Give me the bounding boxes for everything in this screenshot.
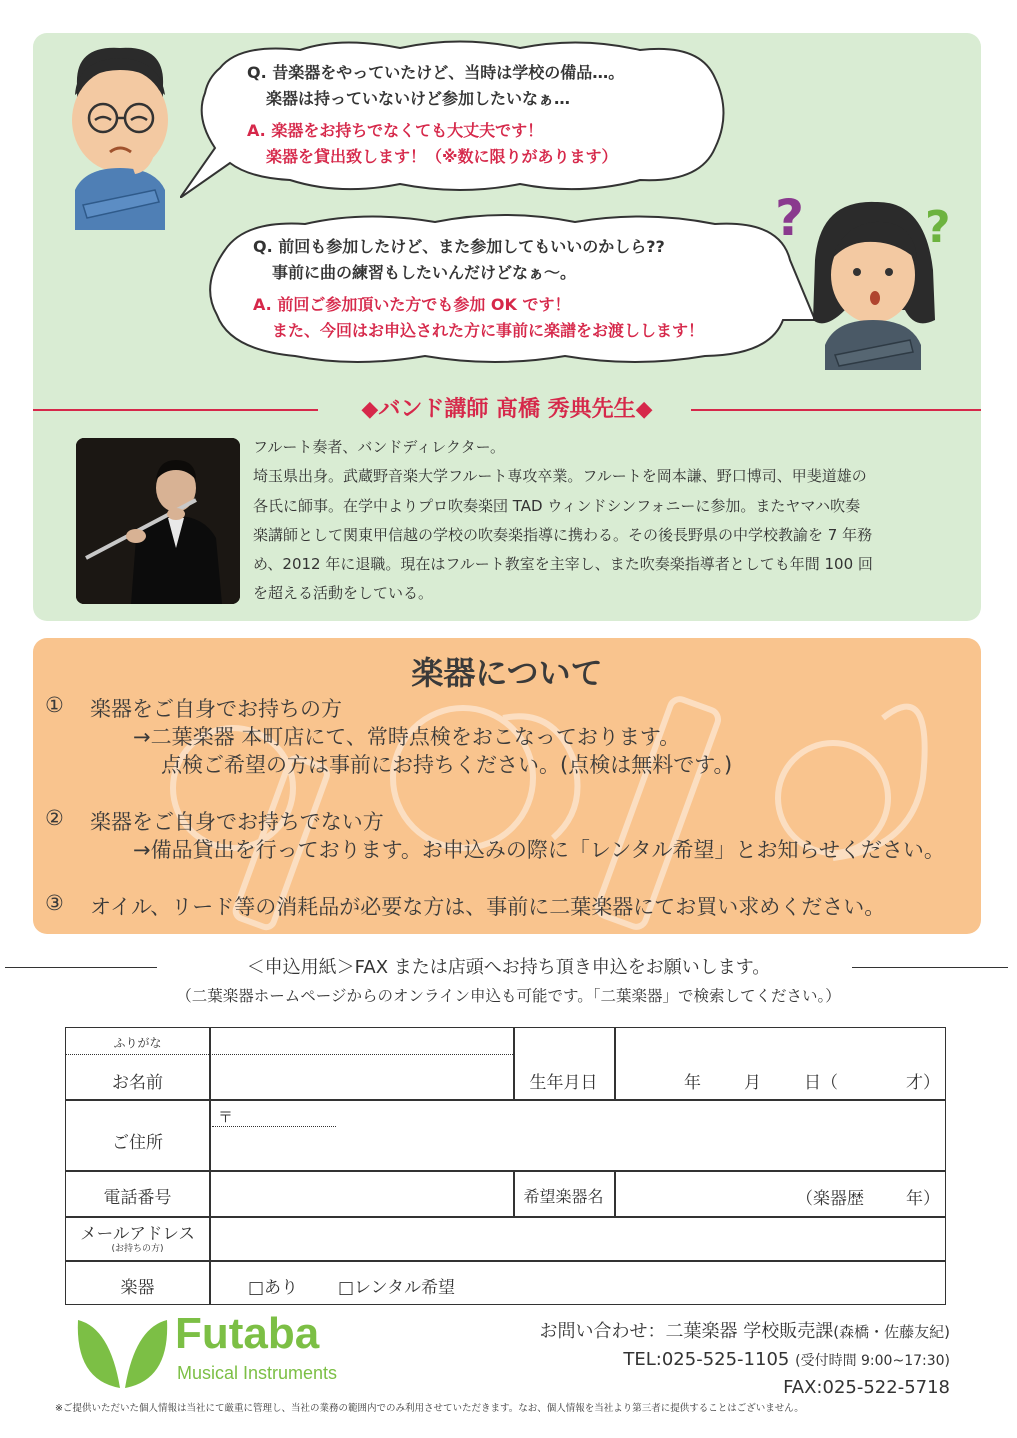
faq1-question-line2: 楽器は持っていないけど参加したいなぁ… <box>266 89 571 108</box>
svg-text:?: ? <box>925 202 951 253</box>
faq1-answer-line1: A. 楽器をお持ちでなくても大丈夫です！ <box>247 121 544 140</box>
tel-line <box>450 1346 950 1375</box>
logo-wordmark: Futaba <box>175 1309 320 1358</box>
birth-year-label: 年 <box>684 1073 701 1093</box>
faq2-question-line1: Q. 前回も参加したけど、また参加してもいいのかしら?? <box>253 237 665 256</box>
item1-heading: 楽器をご自身でお持ちの方 <box>90 697 342 721</box>
bio-line: フルート奏者、バンドディレクター。 <box>253 438 506 456</box>
faq-bubble-1 <box>180 38 730 198</box>
row-divider <box>66 1216 945 1218</box>
postal-mark: 〒 <box>218 1108 234 1126</box>
wondering-woman-illustration <box>765 180 970 370</box>
birth-label: 生年月日 <box>529 1073 598 1093</box>
desired-instrument-input[interactable] <box>618 1173 943 1213</box>
name-label: お名前 <box>112 1073 163 1093</box>
furigana-input[interactable] <box>212 1030 510 1052</box>
row-divider <box>66 1170 945 1172</box>
experience-label: （楽器歴 <box>796 1189 864 1209</box>
furigana-label: ふりがな <box>113 1036 162 1050</box>
bio-line: 楽講師として関東甲信越の学校の吹奏楽指導に携わる。その後長野県の中学校教諭を 7 年務 <box>253 525 873 544</box>
application-form-table <box>65 1027 946 1305</box>
faq2-answer-line2: また、今回はお申込された方に事前に楽譜をお渡しします！ <box>272 321 705 340</box>
contact-block <box>450 1318 950 1401</box>
row-divider <box>66 1260 945 1262</box>
email-input[interactable] <box>212 1219 942 1257</box>
col-divider <box>209 1028 211 1304</box>
email-note: (お持ちの方) <box>111 1244 164 1254</box>
item1-line2: 点検ご希望の方は事前にお持ちください。(点検は無料です。) <box>161 753 733 777</box>
instructor-title: ◆バンド講師 髙橋 秀典先生◆ <box>361 397 653 422</box>
confused-man-illustration <box>55 40 185 230</box>
phone-input[interactable] <box>212 1173 510 1213</box>
col-divider <box>614 1028 616 1099</box>
contact-persons: (森橋・佐藤友紀) <box>833 1323 950 1341</box>
name-input[interactable] <box>212 1058 510 1096</box>
item2-heading: 楽器をご自身でお持ちでない方 <box>90 810 384 834</box>
email-label-text: メールアドレス <box>80 1224 195 1243</box>
faq1-answer-line2: 楽器を貸出致します！（※数に限りがあります） <box>266 147 618 166</box>
faq1-question-line1: Q. 昔楽器をやっていたけど、当時は学校の備品…。 <box>247 63 625 82</box>
form-subtitle: （二葉楽器ホームページからのオンライン申込も可能です。「二葉楽器」で検索してください。） <box>176 987 841 1005</box>
email-label <box>66 1224 209 1254</box>
bio-line: 各氏に師事。在学中よりプロ吹奏楽団 TAD ウィンドシンフォニーに参加。またヤマハ吹奏 <box>253 496 861 515</box>
tel-hours: (受付時間 9:00~17:30) <box>795 1353 950 1369</box>
instrument-section-title: 楽器について <box>411 654 603 692</box>
birth-month-label: 月 <box>744 1073 761 1093</box>
bio-line: を超える活動をしている。 <box>253 584 434 603</box>
address-input[interactable] <box>212 1102 942 1168</box>
item1-line1: →二葉楽器 本町店にて、常時点検をおこなっております。 <box>133 725 681 749</box>
logo-subtitle: Musical Instruments <box>177 1363 338 1383</box>
col-divider <box>614 1170 616 1216</box>
bio-line: 埼玉県出身。武蔵野音楽大学フルート専攻卒業。フルートを岡本謙、野口博司、甲斐道雄の <box>253 467 867 486</box>
futaba-leaf-logo-icon <box>70 1310 175 1390</box>
birth-day-label: 日（ <box>804 1073 838 1093</box>
item2-line1: →備品貸出を行っております。お申込みの際に「レンタル希望」とお知らせください。 <box>133 838 945 862</box>
faq2-answer-line1: A. 前回ご参加頂いた方でも参加 OK です！ <box>253 295 571 314</box>
phone-label: 電話番号 <box>103 1188 172 1208</box>
instrument-panel <box>33 638 981 934</box>
faq2-question-line2: 事前に曲の練習もしたいんだけどなぁ〜。 <box>272 263 577 282</box>
instructor-heading <box>33 395 981 425</box>
instructor-bio <box>253 433 953 609</box>
item2-number: ② <box>45 806 64 830</box>
faq-bubble-2 <box>195 210 815 370</box>
instructor-photo <box>76 438 240 604</box>
experience-year-label: 年） <box>906 1189 940 1209</box>
privacy-notice: ※ご提供いただいた個人情報は当社にて厳重に管理し、当社の業務の範囲内でのみ利用させていただきます。なお、個人情報を当社より第三者に提供することはございません。 <box>55 1403 804 1414</box>
birth-age-label: 才） <box>906 1073 940 1093</box>
address-label: ご住所 <box>112 1133 163 1153</box>
furigana-divider <box>209 1054 513 1055</box>
instrument-label: 楽器 <box>120 1278 155 1298</box>
bio-line: め、2012 年に退職。現在はフルート教室を主宰し、また吹奏楽指導者としても年間 100 回 <box>253 555 873 574</box>
item3-heading: オイル、リード等の消耗品が必要な方は、事前に二葉楽器にてお買い求めください。 <box>90 895 886 919</box>
svg-text:?: ? <box>775 189 805 247</box>
row-divider <box>66 1099 945 1101</box>
item1-number: ① <box>45 693 64 717</box>
furigana-divider <box>66 1054 209 1055</box>
contact-label: お問い合わせ：二葉楽器 学校販売課 <box>539 1321 834 1342</box>
instrument-have-checkbox[interactable]: □あり <box>248 1278 299 1298</box>
desired-instrument-label: 希望楽器名 <box>523 1187 604 1206</box>
birth-input[interactable] <box>618 1056 943 1096</box>
item3-number: ③ <box>45 891 64 915</box>
instrument-rental-checkbox[interactable]: □レンタル希望 <box>338 1278 455 1298</box>
contact-line <box>450 1318 950 1346</box>
tel-number: TEL:025-525-1105 <box>623 1349 790 1370</box>
form-title: ＜申込用紙＞FAX または店頭へお持ち頂き申込をお願いします。 <box>246 957 771 978</box>
fax-number: FAX:025-522-5718 <box>783 1377 950 1398</box>
form-header <box>0 956 1017 1006</box>
